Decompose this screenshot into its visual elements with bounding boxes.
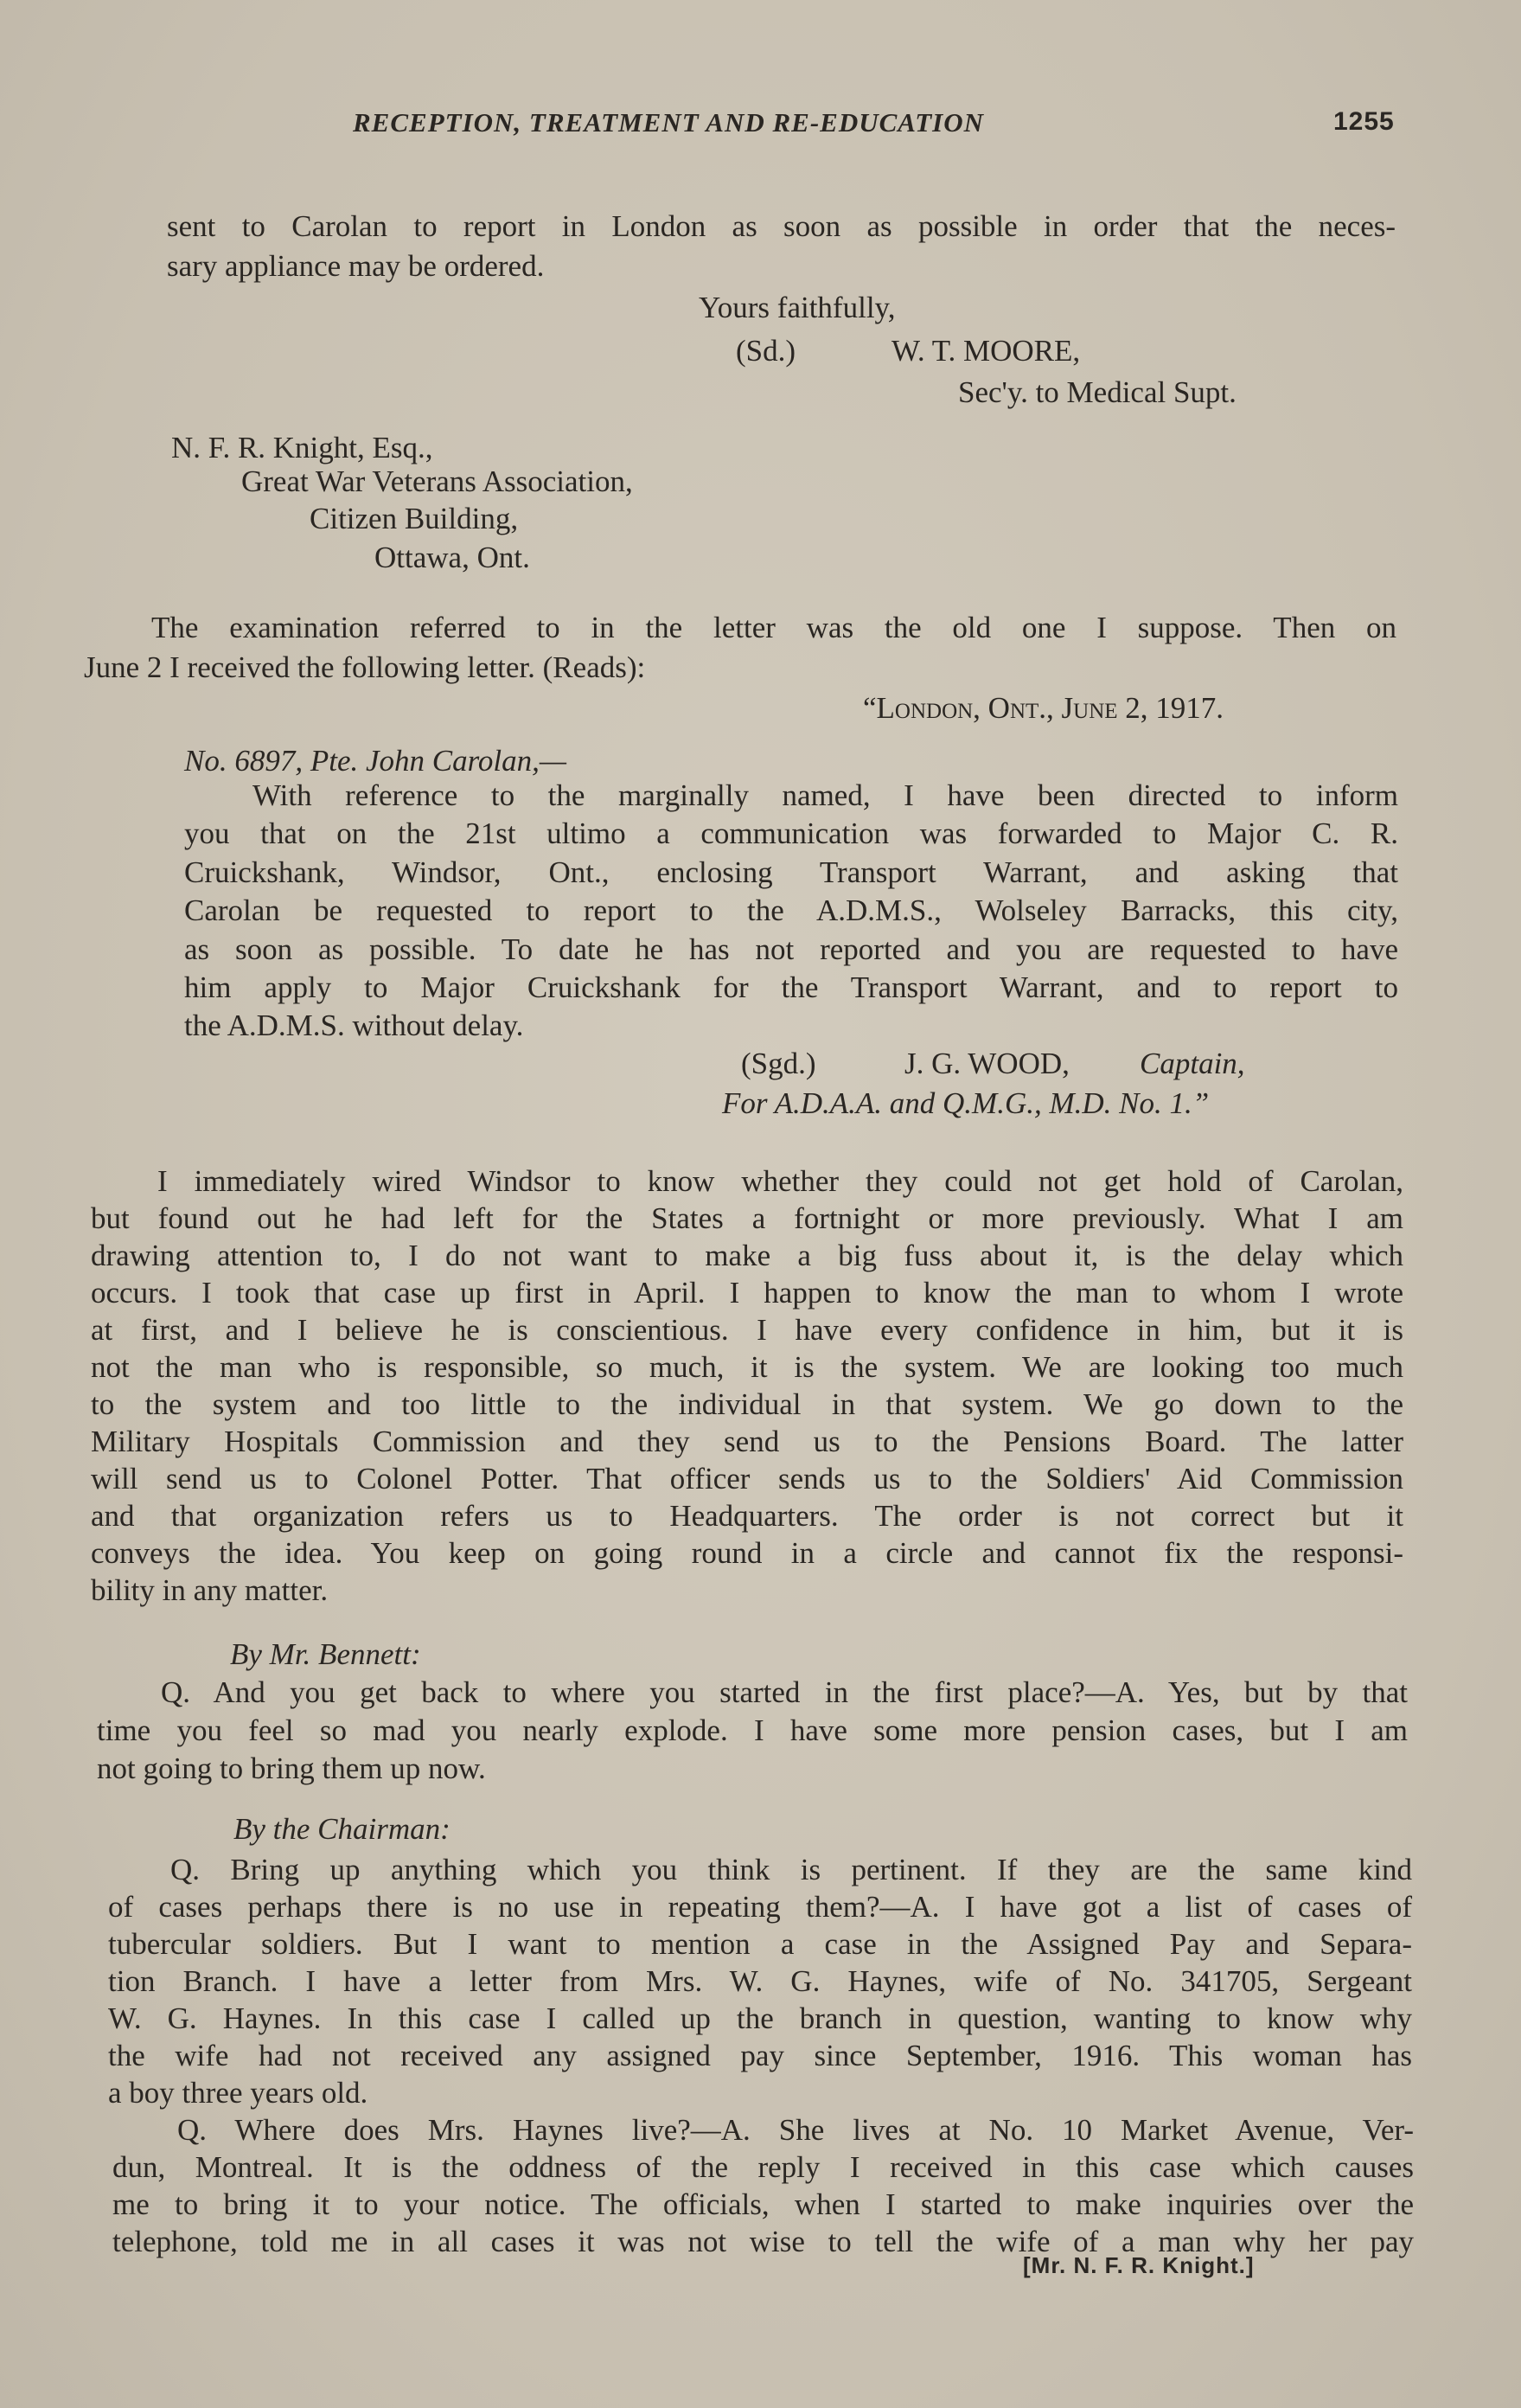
paragraph-line: to the system and too little to the individual in that system. We go down to the: [91, 1387, 1403, 1421]
letter2-body-line: the A.D.M.S. without delay.: [184, 1009, 524, 1042]
address-line: Citizen Building,: [310, 502, 519, 535]
paragraph-line: not the man who is responsible, so much, it is the system. We are looking too much: [91, 1350, 1403, 1384]
letter2-body-line: With reference to the marginally named, I have been directed to inform: [252, 778, 1398, 812]
address-line: N. F. R. Knight, Esq.,: [171, 431, 433, 464]
letter1-salutation: Yours faithfully,: [699, 291, 896, 324]
running-title: RECEPTION, TREATMENT AND RE-EDUCATION: [353, 107, 985, 138]
qa-line: Q. And you get back to where you started in the first place?—A. Yes, but by that: [161, 1675, 1408, 1709]
speaker-heading: By Mr. Bennett:: [230, 1637, 421, 1671]
letter2-body-line: Carolan be requested to report to the A.D.M.S., Wolseley Barracks, this city,: [184, 893, 1398, 927]
paragraph-line: occurs. I took that case up first in April. I happen to know the man to whom I wrote: [91, 1276, 1403, 1310]
qa-line: the wife had not received any assigned pay since September, 1916. This woman has: [108, 2039, 1412, 2072]
page-number: 1255: [1333, 107, 1395, 136]
paragraph-line: Military Hospitals Commission and they send us to the Pensions Board. The latter: [91, 1425, 1403, 1458]
letter1-closing-line: sary appliance may be ordered.: [167, 249, 545, 283]
letter1-signer-title: Sec'y. to Medical Supt.: [958, 375, 1237, 409]
speaker-heading: By the Chairman:: [233, 1812, 451, 1846]
qa-line: Q. Where does Mrs. Haynes live?—A. She lives at No. 10 Market Avenue, Ver-: [177, 2113, 1414, 2147]
qa-line: not going to bring them up now.: [97, 1752, 486, 1785]
letter2-sgd: (Sgd.): [741, 1047, 816, 1080]
qa-line: of cases perhaps there is no use in repeating them?—A. I have got a list of cases of: [108, 1890, 1412, 1924]
paragraph-line: I immediately wired Windsor to know whether they could not get hold of Carolan,: [157, 1164, 1403, 1198]
paragraph-line: bility in any matter.: [91, 1573, 329, 1607]
paragraph-line: The examination referred to in the letter was the old one I suppose. Then on: [151, 611, 1396, 644]
paragraph-line: June 2 I received the following letter. (Reads):: [84, 650, 646, 684]
letter2-dateline: “London, Ont., June 2, 1917.: [863, 691, 1224, 725]
qa-line: tion Branch. I have a letter from Mrs. W. G. Haynes, wife of No. 341705, Sergeant: [108, 1964, 1412, 1998]
letter2-signer-rank: Captain,: [1140, 1047, 1245, 1080]
letter2-body-line: you that on the 21st ultimo a communication was forwarded to Major C. R.: [184, 817, 1398, 850]
letter2-body-line: as soon as possible. To date he has not reported and you are requested to have: [184, 932, 1398, 966]
letter2-body-line: him apply to Major Cruickshank for the Transport Warrant, and to report to: [184, 970, 1398, 1004]
qa-line: W. G. Haynes. In this case I called up the branch in question, wanting to know why: [108, 2001, 1412, 2035]
qa-line: time you feel so mad you nearly explode. I have some more pension cases, but I am: [97, 1713, 1408, 1747]
qa-line: tubercular soldiers. But I want to mention a case in the Assigned Pay and Separa-: [108, 1927, 1412, 1961]
paragraph-line: but found out he had left for the States a fortnight or more previously. What I am: [91, 1201, 1403, 1235]
letter1-closing-line: sent to Carolan to report in London as soon as possible in order that the neces-: [167, 209, 1396, 243]
letter2-signer-title: For A.D.A.A. and Q.M.G., M.D. No. 1.”: [722, 1086, 1210, 1120]
paragraph-line: conveys the idea. You keep on going round in a circle and cannot fix the responsi-: [91, 1536, 1403, 1570]
paragraph-line: and that organization refers us to Headquarters. The order is not correct but it: [91, 1499, 1403, 1533]
qa-line: me to bring it to your notice. The officials, when I started to make inquiries over the: [112, 2187, 1414, 2221]
paragraph-line: at first, and I believe he is conscientious. I have every confidence in him, but it is: [91, 1313, 1403, 1347]
qa-line: a boy three years old.: [108, 2076, 368, 2110]
paragraph-line: drawing attention to, I do not want to make a big fuss about it, is the delay which: [91, 1239, 1403, 1272]
paragraph-line: will send us to Colonel Potter. That officer sends us to the Soldiers' Aid Commission: [91, 1462, 1403, 1495]
letter1-signer: W. T. MOORE,: [892, 334, 1081, 368]
qa-line: dun, Montreal. It is the oddness of the reply I received in this case which causes: [112, 2150, 1414, 2184]
speaker-footer: [Mr. N. F. R. Knight.]: [1023, 2252, 1255, 2278]
address-line: Ottawa, Ont.: [374, 541, 530, 574]
address-line: Great War Veterans Association,: [241, 464, 633, 498]
letter2-subject: No. 6897, Pte. John Carolan,—: [184, 744, 567, 778]
qa-line: Q. Bring up anything which you think is pertinent. If they are the same kind: [170, 1853, 1412, 1886]
letter2-signer: J. G. WOOD,: [904, 1047, 1070, 1080]
letter1-sd: (Sd.): [736, 334, 796, 368]
letter2-body-line: Cruickshank, Windsor, Ont., enclosing Transport Warrant, and asking that: [184, 855, 1398, 889]
qa-line: telephone, told me in all cases it was not wise to tell the wife of a man why her pay: [112, 2225, 1414, 2258]
